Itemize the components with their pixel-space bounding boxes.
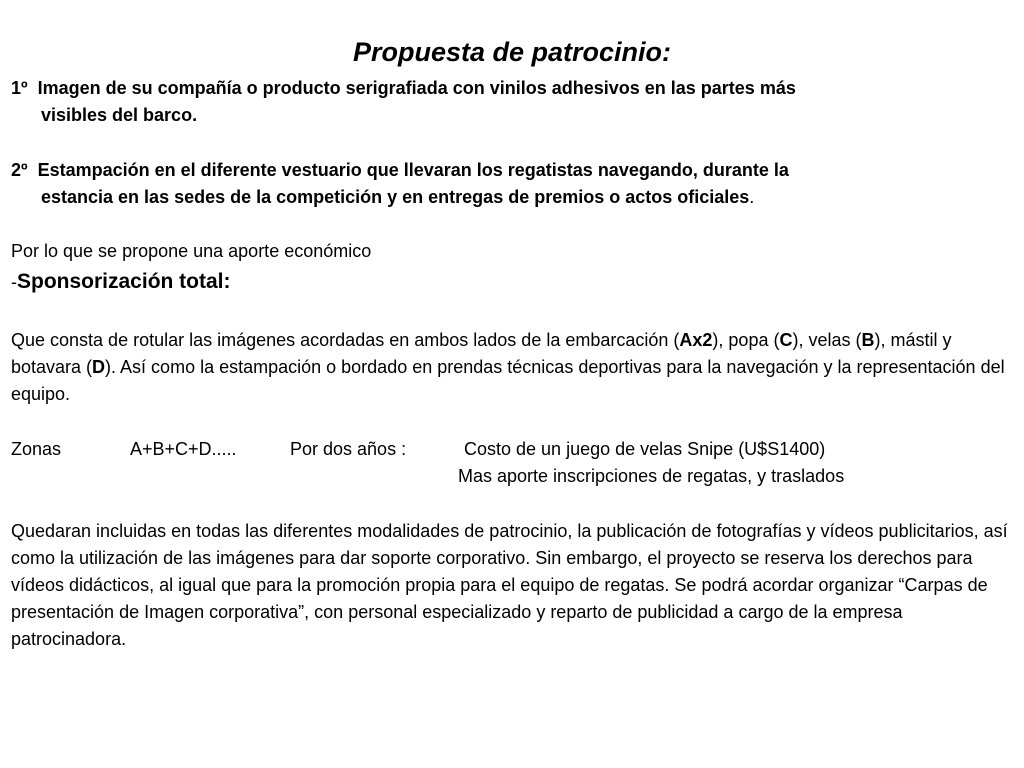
item-2-number: 2º bbox=[11, 160, 28, 180]
description-part-3: ), velas ( bbox=[792, 330, 862, 350]
description-part-4: ), mástil y botavara ( bbox=[11, 330, 952, 377]
zones-duration: Por dos años : bbox=[290, 439, 407, 459]
item-2-line-2: estancia en las sedes de la competición y en entregas de premios o actos oficiales bbox=[41, 187, 750, 207]
description-part-1: Que consta de rotular las imágenes acordadas en ambos lados de la embarcación ( bbox=[11, 330, 680, 350]
zone-c: C bbox=[779, 330, 793, 350]
zone-ax2: Ax2 bbox=[679, 330, 713, 350]
sponsorship-dash: - bbox=[11, 272, 17, 292]
zones-label: Zonas bbox=[11, 439, 62, 459]
item-1-number: 1º bbox=[11, 78, 28, 98]
sponsorship-title: Sponsorización total: bbox=[17, 270, 231, 293]
sponsorship-item-2 bbox=[11, 157, 1016, 211]
item-2-line-1: Estampación en el diferente vestuario que llevaran los regatistas navegando, durante la bbox=[37, 160, 789, 180]
zones-extra: Mas aporte inscripciones de regatas, y traslados bbox=[458, 466, 845, 486]
item-2-line-2-wrapper bbox=[11, 184, 1016, 211]
zones-cost: Costo de un juego de velas Snipe (U$S1400) bbox=[464, 439, 826, 459]
item-2-period: . bbox=[749, 187, 755, 207]
zones-list: A+B+C+D..... bbox=[130, 439, 237, 459]
description-part-5: ). Así como la estampación o bordado en prendas técnicas deportivas para la navegación y la representación del equipo. bbox=[11, 357, 1005, 404]
description-part-2: ), popa ( bbox=[712, 330, 780, 350]
proposal-text: Por lo que se propone una aporte económico bbox=[11, 241, 372, 261]
sponsorship-item-1 bbox=[11, 75, 1016, 129]
closing-paragraph: Quedaran incluidas en todas las diferentes modalidades de patrocinio, la publicación de fotografías y vídeos publicitarios, así como la utilización de las imágenes para dar soporte corporativo. Sin embargo, el proyecto se reserva los derechos para vídeos didácticos, al igual que para la promoción propia para el equipo de regatas. Se podrá acordar organizar “Carpas de presentación de Imagen corporativa”, con personal especializado y reparto de publicidad a cargo de la empresa patrocinadora. bbox=[11, 521, 1008, 649]
sponsorship-heading bbox=[11, 264, 231, 300]
description-paragraph bbox=[11, 327, 1011, 408]
zones-row bbox=[11, 436, 1011, 463]
slide-title: Propuesta de patrocinio: bbox=[352, 37, 672, 67]
item-1-line-2: visibles del barco. bbox=[41, 105, 198, 125]
item-1-line-1: Imagen de su compañía o producto serigrafiada con vinilos adhesivos en las partes más bbox=[37, 78, 796, 98]
zone-b: B bbox=[861, 330, 875, 350]
zone-d: D bbox=[92, 357, 106, 377]
